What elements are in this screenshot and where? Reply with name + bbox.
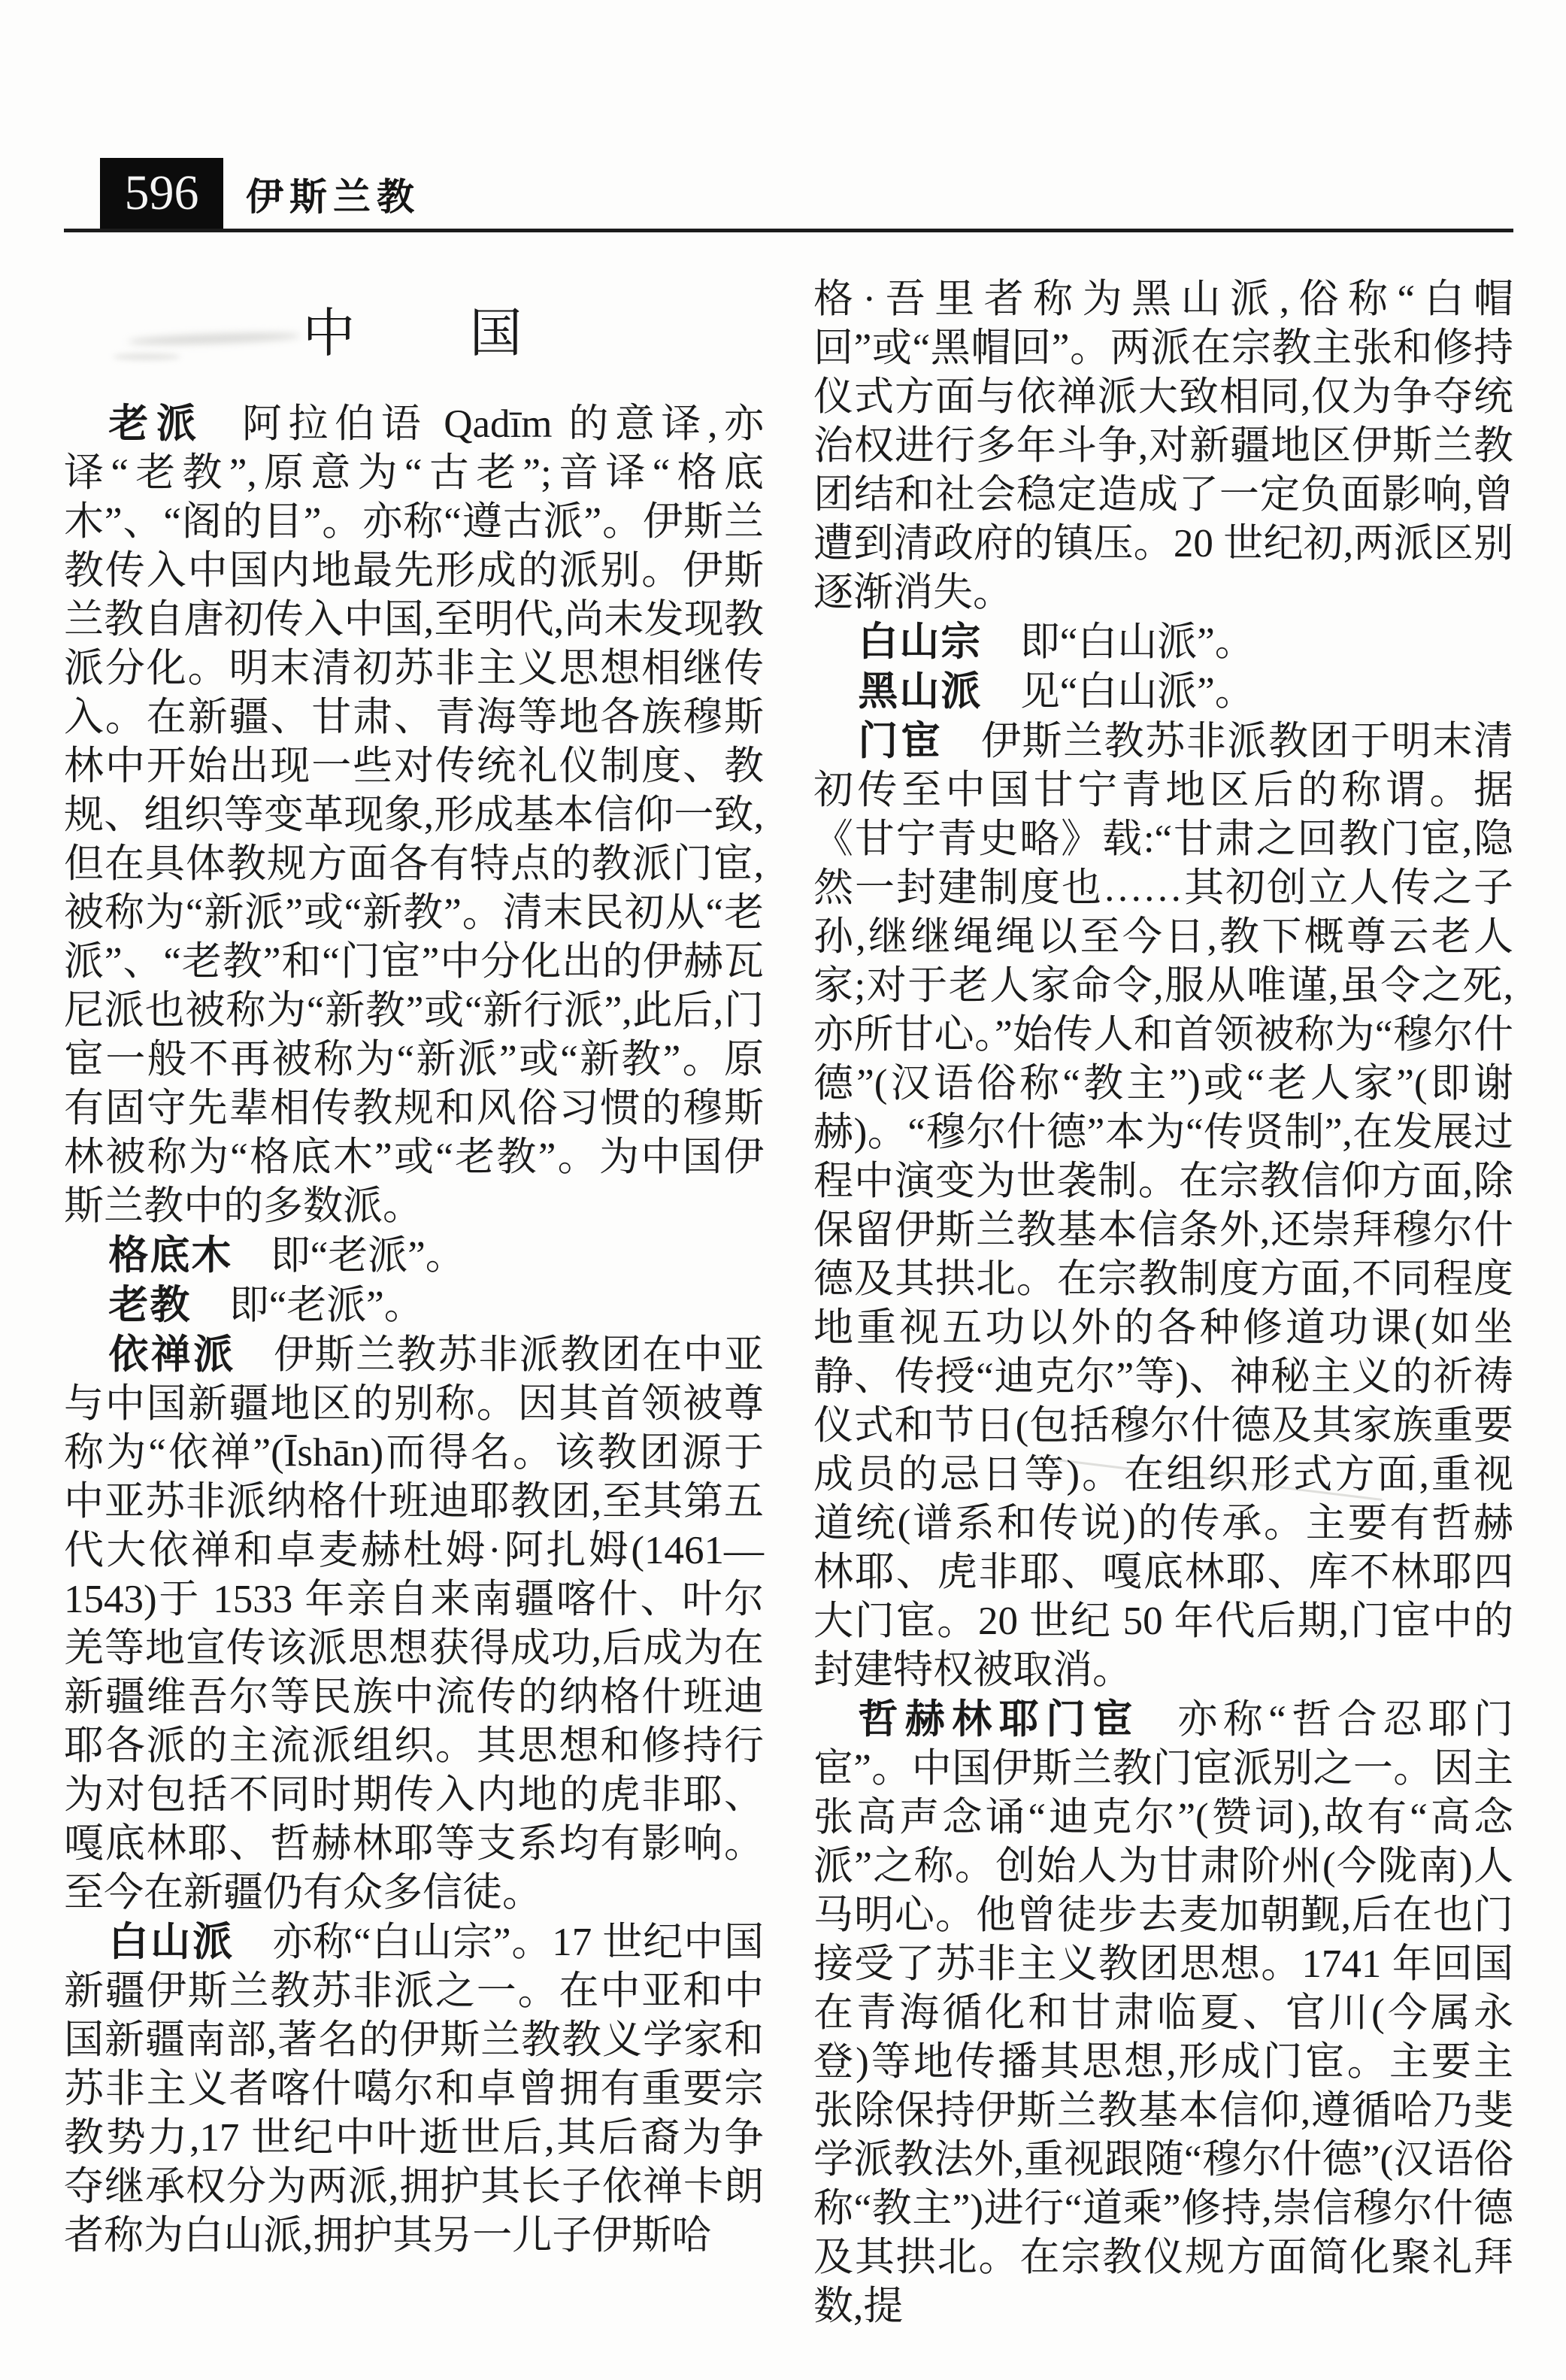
entry-term: 哲赫林耶门宦 [858, 1697, 1140, 1742]
page-number: 596 [124, 165, 199, 220]
entry-term: 门宦 [858, 719, 944, 763]
entry-gedimu [64, 1231, 764, 1281]
entry-text: 即“老派”。 [229, 1284, 424, 1327]
entry-text: 见“白山派”。 [1019, 670, 1255, 714]
page-number-box [100, 158, 223, 229]
entry-text: 亦称“白山宗”。17 世纪中国新疆伊斯兰教苏非派之一。在中亚和中国新疆南部,著名的伊斯兰教教义学家和苏非主义者喀什噶尔和卓曾拥有重要宗教势力,17 世纪中叶逝世后,其后裔为争夺继承权分为两派,拥护其长子依禅卡朗者称为白山派,拥护其另一儿子伊斯哈 [64, 1921, 764, 2257]
entry-term: 白山宗 [858, 620, 983, 664]
page-header [64, 158, 1513, 232]
left-column [64, 232, 764, 2331]
entry-text: 亦称“哲合忍耶门宦”。中国伊斯兰教门宦派别之一。因主张高声念诵“迪克尔”(赞词),故有“高念派”之称。创始人为甘肃阶州(今陇南)人马明心。他曾徒步去麦加朝觐,后在也门接受了苏非主义教团思想。1741 年回国在青海循化和甘肃临夏、官川(今属永登)等地传播其思想,形成门宦。主要主张除保持伊斯兰教基本信仰,遵循哈乃斐学派教法外,重视跟随“穆尔什德”(汉语俗称“教主”)进行“道乘”修持,崇信穆尔什德及其拱北。在宗教仪规方面简化聚礼拜数,提 [813, 1698, 1514, 2328]
entry-text: 阿拉伯语 Qadīm 的意译,亦译“老教”,原意为“古老”;音译“格底木”、“阁的目”。亦称“遵古派”。伊斯兰教传入中国内地最先形成的派别。伊斯兰教自唐初传入中国,至明代,尚未发现教派分化。明末清初苏非主义思想相继传入。在新疆、甘肃、青海等地各族穆斯林中开始出现一些对传统礼仪制度、教规、组织等变革现象,形成基本信仰一致,但在具体教规方面各有特点的教派门宦,被称为“新派”或“新教”。清末民初从“老派”、“老教”和“门宦”中分化出的伊赫瓦尼派也被称为“新教”或“新行派”,此后,门宦一般不再被称为“新派”或“新教”。原有固守先辈相传教规和风俗习惯的穆斯林被称为“格底木”或“老教”。为中国伊斯兰教中的多数派。 [64, 402, 765, 1228]
entry-continuation: 格·吾里者称为黑山派,俗称“白帽回”或“黑帽回”。两派在宗教主张和修持仪式方面与依禅派大致相同,仅为争夺统治权进行多年斗争,对新疆地区伊斯兰教团结和社会稳定造成了一定负面影响,曾遭到清政府的镇压。20 世纪初,两派区别逐渐消失。 [813, 277, 1513, 614]
entry-baishanpai [64, 1918, 764, 2260]
section-title: 伊斯兰教 [246, 176, 420, 218]
entry-term: 格底木 [108, 1233, 233, 1278]
right-column [813, 232, 1513, 2331]
entry-text: 即“老派”。 [270, 1234, 465, 1278]
entry-yichanpai [64, 1330, 764, 1918]
entry-text: 即“白山派”。 [1019, 620, 1255, 664]
entry-laopai [64, 399, 764, 1231]
entry-baishanzong [813, 617, 1513, 667]
entry-term: 老教 [108, 1283, 192, 1327]
entry-heishanpai [813, 667, 1513, 717]
entry-text: 伊斯兰教苏非派教团在中亚与中国新疆地区的别称。因其首领被尊称为“依禅”(Īshān)而得名。该教团源于中亚苏非派纳格什班迪耶教团,至其第五代大依禅和卓麦赫杜姆·阿扎姆(1461—1543)于 1533 年亲自来南疆喀什、叶尔羌等地宣传该派思想获得成功,后成为在新疆维吾尔等民族中流传的纳格什班迪耶各派的主流派组织。其思想和修持行为对包括不同时期传入内地的虎非耶、嘎底林耶、哲赫林耶等支系均有影响。至今在新疆仍有众多信徒。 [64, 1333, 765, 1915]
entry-term: 黑山派 [858, 669, 983, 714]
entry-text: 伊斯兰教苏非派教团于明末清初传至中国甘宁青地区后的称谓。据《甘宁青史略》载:“甘肃之回教门宦,隐然一封建制度也……其初创立人传之子孙,继继绳绳以至今日,教下概尊云老人家;对于老人家命令,服从唯谨,虽令之死,亦所甘心。”始传人和首领被称为“穆尔什德”(汉语俗称“教主”)或“老人家”(即谢赫)。“穆尔什德”本为“传贤制”,在发展过程中演变为世袭制。在宗教信仰方面,除保留伊斯兰教基本信条外,还崇拜穆尔什德及其拱北。在宗教制度方面,不同程度地重视五功以外的各种修道功课(如坐静、传授“迪克尔”等)、神秘主义的祈祷仪式和节日(包括穆尔什德及其家族重要成员的忌日等)。在组织形式方面,重视道统(谱系和传说)的传承。主要有哲赫林耶、虎非耶、嘎底林耶、库不林耶四大门宦。20 世纪 50 年代后期,门宦中的封建特权被取消。 [813, 720, 1514, 1692]
page-content [64, 232, 1513, 2331]
entry-term: 依禅派 [108, 1332, 236, 1377]
article-title: 中 国 [302, 305, 526, 363]
entry-term: 白山派 [108, 1920, 235, 1964]
entry-menhuan [813, 717, 1513, 1695]
entry-term: 老派 [108, 402, 204, 446]
entry-laojiao [64, 1281, 764, 1330]
entry-zhehelinye-menhuan [813, 1695, 1513, 2331]
